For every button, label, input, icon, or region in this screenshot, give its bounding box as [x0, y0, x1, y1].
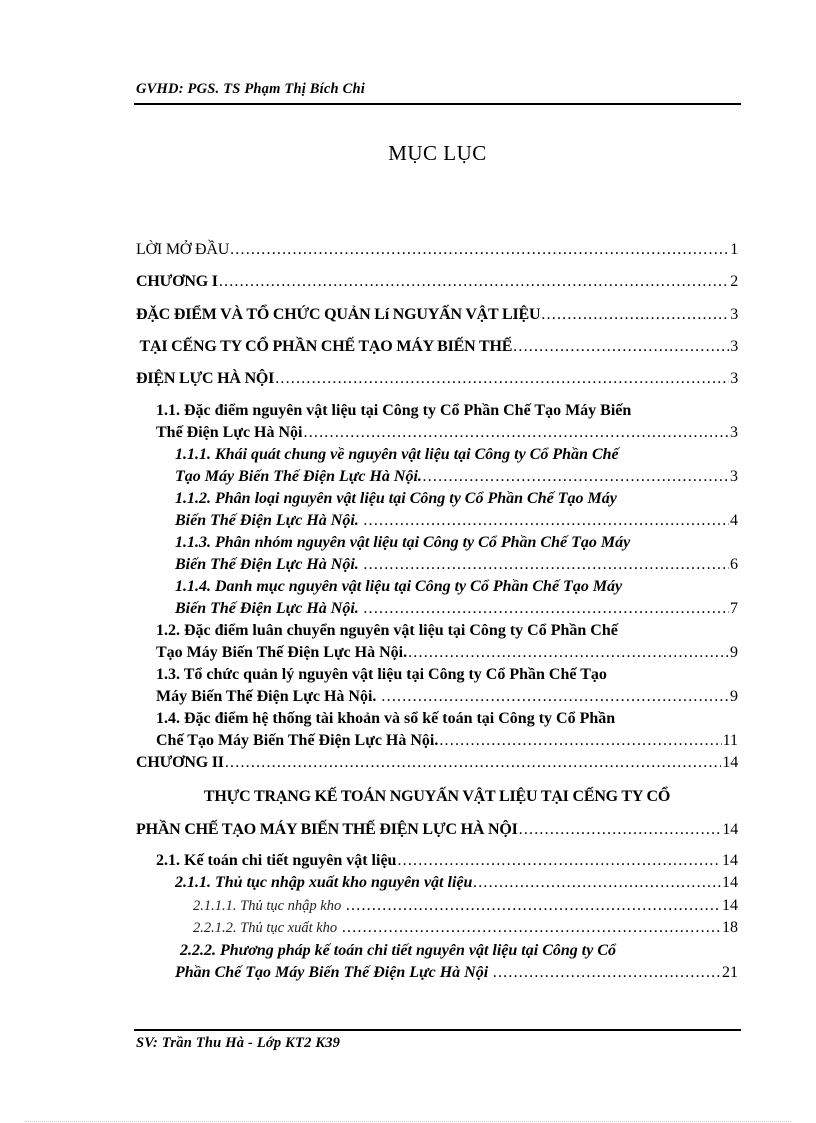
toc-page-number: 3	[730, 370, 738, 387]
toc-leader-dots	[230, 240, 729, 260]
toc-entry-title-line2: Máy Biến Thế Điện Lực Hà Nội.	[156, 688, 381, 705]
toc-entry-title: ĐIỆN LỰC HÀ NỘI	[136, 370, 275, 387]
toc-entry-title-line1: 1.1.3. Phân nhóm nguyên vật liệu tại Công ty Cổ Phần Chế Tạo Máy	[175, 534, 631, 551]
toc-entry-title-line1: 1.1. Đặc điểm nguyên vật liệu tại Công ty Cổ Phần Chế Tạo Máy Biến	[156, 402, 632, 419]
toc-entry-title-line1: 2.2.2. Phương pháp kế toán chi tiết nguyên vật liệu tại Công ty Cổ	[176, 942, 616, 959]
running-header: GVHD: PGS. TS Phạm Thị Bích Chi	[136, 81, 365, 97]
toc-leader-dots	[439, 731, 721, 751]
toc-page-number: 21	[722, 964, 738, 981]
toc-entry-title-line2: Biến Thế Điện Lực Hà Nội.	[175, 600, 363, 617]
toc-entry-title: 2.2.1.2. Thủ tục xuất kho	[193, 920, 341, 936]
toc-page-number: 3	[730, 338, 738, 355]
toc-leader-dots	[304, 423, 730, 443]
toc-entry-2-2-1-2[interactable]	[193, 918, 738, 938]
toc-leader-dots	[513, 337, 729, 357]
toc-entry-2-1-1-1[interactable]	[193, 896, 738, 916]
toc-page-number: 14	[722, 821, 738, 838]
toc-page-number: 18	[722, 919, 738, 936]
toc-entry-title: ĐẶC ĐIỂM VÀ TỔ CHỨC QUẢN Lí NGUYẤN VẬT LIỆU	[136, 306, 541, 323]
toc-entry-title: TẠI CẾNG TY CỔ PHẦN CHẾ TẠO MÁY BIẾN THẾ	[136, 338, 513, 355]
toc-entry-2-1[interactable]	[156, 851, 738, 871]
toc-entry-title-line2: Biến Thế Điện Lực Hà Nội.	[175, 512, 363, 529]
toc-leader-dots	[364, 511, 729, 531]
toc-page-number: 3	[730, 306, 738, 323]
toc-entry-title-line1: 1.1.2. Phân loại nguyên vật liệu tại Công ty Cổ Phần Chế Tạo Máy	[175, 490, 617, 507]
toc-page-number: 7	[730, 600, 738, 617]
toc-entry-title-line1: THỰC TRẠNG KẾ TOÁN NGUYẤN VẬT LIỆU TẠI CẾNG TY CỔ	[203, 788, 671, 805]
toc-entry-title-line2: PHẦN CHẾ TẠO MÁY BIẾN THẾ ĐIỆN LỰC HÀ NỘI	[136, 821, 518, 838]
toc-entry-title-line1: 1.4. Đặc điểm hệ thống tài khoản và sổ kế toán tại Công ty Cổ Phần	[156, 710, 616, 727]
toc-leader-dots	[275, 369, 729, 389]
toc-entry-title: 2.1.1.1. Thủ tục nhập kho	[193, 898, 345, 914]
toc-leader-dots	[346, 896, 721, 916]
toc-entry-title-line2: Chế Tạo Máy Biến Thế Điện Lực Hà Nội.	[156, 732, 439, 749]
page-boundary	[25, 1121, 791, 1122]
toc-entry-title-line2: Phần Chế Tạo Máy Biến Thế Điện Lực Hà Nội	[175, 964, 493, 981]
toc-leader-dots	[225, 753, 722, 773]
toc-leader-dots	[473, 873, 721, 893]
toc-entry-2-1-1[interactable]	[175, 873, 738, 893]
footer-divider	[134, 1029, 741, 1031]
toc-page-number: 9	[730, 688, 738, 705]
toc-page-number: 11	[722, 732, 738, 749]
toc-page-number: 9	[730, 644, 738, 661]
toc-entry-title: LỜI MỞ ĐẦU	[136, 241, 230, 258]
toc-page-number: 3	[730, 424, 738, 441]
toc-entry-dac-diem-heading[interactable]	[136, 305, 738, 325]
toc-leader-dots	[493, 963, 721, 983]
toc-page-number: 1	[730, 241, 738, 258]
toc-leader-dots	[381, 687, 729, 707]
toc-leader-dots	[342, 918, 721, 938]
running-footer: SV: Trần Thu Hà - Lớp KT2 K39	[136, 1035, 341, 1051]
toc-leader-dots	[541, 305, 729, 325]
toc-entry-title-line2: Biến Thế Điện Lực Hà Nội.	[175, 556, 363, 573]
toc-leader-dots	[364, 599, 729, 619]
toc-page-number: 4	[730, 512, 738, 529]
toc-entry-title: 2.1. Kế toán chi tiết nguyên vật liệu	[156, 852, 397, 869]
toc-entry-title-line2: Tạo Máy Biến Thế Điện Lực Hà Nội.	[175, 468, 422, 485]
toc-entry-tai-cong-ty-heading[interactable]	[136, 337, 738, 357]
toc-entry-title: CHƯƠNG II	[136, 754, 224, 771]
toc-page-number: 6	[730, 556, 738, 573]
toc-entry-title-line1: 1.1.4. Danh mục nguyên vật liệu tại Công ty Cổ Phần Chế Tạo Máy	[175, 578, 623, 595]
toc-entry-title-line1: 1.2. Đặc điểm luân chuyển nguyên vật liệu tại Công ty Cổ Phần Chế	[156, 622, 618, 639]
toc-page-number: 2	[730, 273, 738, 290]
toc-leader-dots	[423, 467, 729, 487]
toc-page-number: 14	[722, 897, 738, 914]
toc-leader-dots	[364, 555, 729, 575]
toc-page-number: 14	[722, 874, 738, 891]
toc-leader-dots	[519, 820, 722, 840]
toc-entry-loi-mo-dau[interactable]	[136, 240, 738, 260]
toc-page-number: 14	[722, 754, 738, 771]
toc-leader-dots	[408, 643, 729, 663]
page-title: MỤC LỤC	[388, 141, 487, 165]
header-divider	[134, 103, 741, 105]
toc-entry-chuong-1[interactable]	[136, 272, 738, 292]
toc-leader-dots	[219, 272, 729, 292]
toc-entry-title: CHƯƠNG I	[136, 273, 218, 290]
toc-entry-title-line2: Tạo Máy Biến Thế Điện Lực Hà Nội.	[156, 644, 408, 661]
toc-entry-title-line2: Thế Điện Lực Hà Nội	[156, 424, 303, 441]
toc-entry-title-line1: 1.1.1. Khái quát chung về nguyên vật liệu tại Công ty Cổ Phần Chế	[175, 446, 619, 463]
toc-leader-dots	[397, 851, 721, 871]
toc-entry-title-line1: 1.3. Tổ chức quản lý nguyên vật liệu tại Công ty Cổ Phần Chế Tạo	[156, 666, 607, 683]
toc-page-number: 3	[730, 468, 738, 485]
toc-entry-dien-luc-heading[interactable]	[136, 369, 738, 389]
toc-page-number: 14	[722, 852, 738, 869]
toc-entry-chuong-2[interactable]	[136, 753, 738, 773]
toc-entry-title: 2.1.1. Thủ tục nhập xuất kho nguyên vật liệu	[175, 874, 473, 891]
